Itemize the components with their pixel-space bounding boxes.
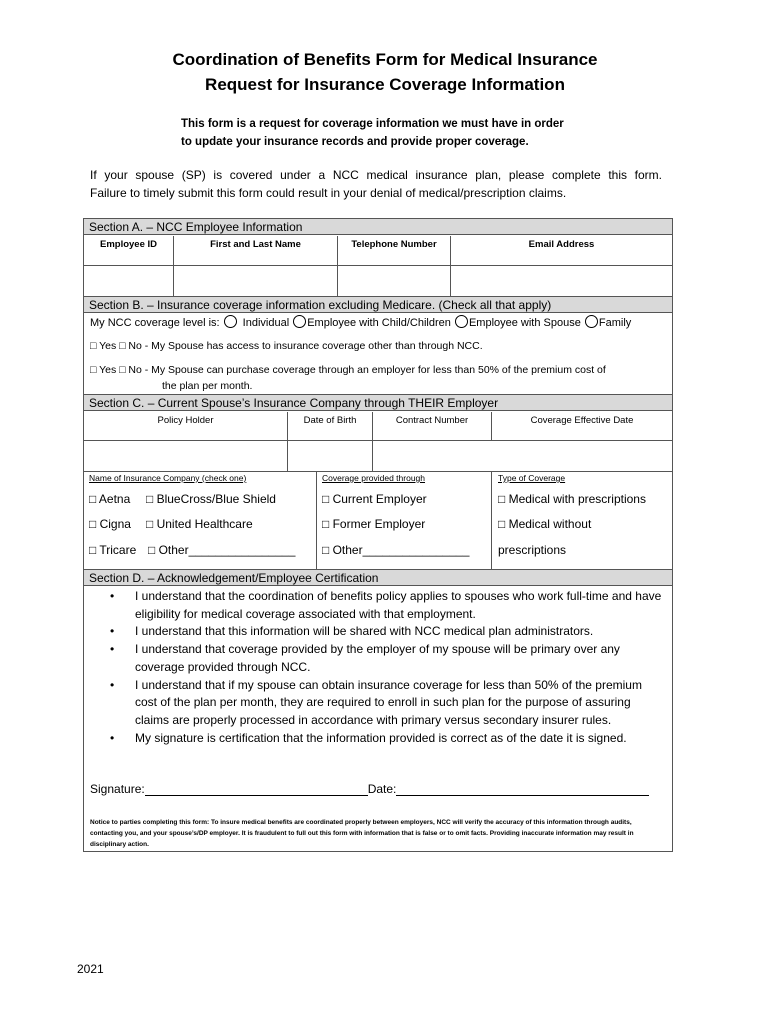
col-coverage-provided: Coverage provided through	[322, 473, 426, 483]
col-type-of-coverage: Type of Coverage	[498, 473, 566, 483]
company-bluecross[interactable]: □ BlueCross/Blue Shield	[146, 492, 276, 506]
intro-line-1: This form is a request for coverage information we must have in order	[181, 118, 564, 130]
header-telephone: Telephone Number	[351, 239, 437, 250]
company-aetna[interactable]: □ Aetna	[89, 492, 131, 506]
certification-item: • I understand that if my spouse can obtain insurance coverage for less than 50% of the premium cost of the plan per month, they are required to enroll in such plan for the purpose of assuring claims are properly processed in accordance with primary versus secondary insurer rules.	[110, 677, 665, 730]
header-policy-holder: Policy Holder	[157, 415, 214, 426]
certification-list	[110, 588, 665, 747]
col-insurance-company: Name of Insurance Company (check one)	[89, 473, 247, 483]
contract-field[interactable]	[373, 441, 672, 471]
option-individual: Individual	[242, 317, 290, 329]
name-field[interactable]	[174, 266, 337, 295]
dob-field[interactable]	[288, 441, 372, 471]
form-subtitle: Request for Insurance Coverage Information	[205, 75, 565, 94]
form-title: Coordination of Benefits Form for Medical Insurance	[172, 50, 598, 69]
coverage-label: My NCC coverage level is:	[90, 317, 220, 329]
certification-item: • I understand that coverage provided by the employer of my spouse will be primary over any coverage provided through NCC.	[110, 641, 665, 676]
option-employee-spouse: Employee with Spouse	[468, 317, 581, 329]
spouse-purchase-line-1: □ Yes □ No - My Spouse can purchase coverage through an employer for less than 50% of the premium cost of	[90, 364, 606, 376]
option-employee-child: Employee with Child/Children	[307, 317, 451, 329]
employee-id-field[interactable]	[84, 266, 173, 295]
telephone-field[interactable]	[338, 266, 450, 295]
section-d-title: Section D. – Acknowledgement/Employee Certification	[84, 569, 672, 586]
header-name: First and Last Name	[210, 239, 301, 250]
date-line[interactable]	[396, 783, 649, 796]
certification-item: • My signature is certification that the information provided is correct as of the date it is signed.	[110, 730, 665, 748]
section-a-title: Section A. – NCC Employee Information	[84, 218, 672, 235]
radio-employee-child[interactable]	[293, 315, 306, 328]
company-other[interactable]: □ Other________________	[148, 543, 296, 557]
instructions-line-2: Failure to timely submit this form could result in your denial of medical/prescription claims.	[90, 186, 567, 200]
signature-row	[90, 782, 649, 796]
company-tricare[interactable]: □ Tricare	[89, 543, 137, 557]
signature-label: Signature:	[90, 782, 145, 796]
header-effective-date: Coverage Effective Date	[530, 415, 634, 426]
company-united[interactable]: □ United Healthcare	[146, 517, 253, 531]
intro-line-2: to update your insurance records and provide proper coverage.	[181, 136, 529, 148]
instructions-line-1: If your spouse (SP) is covered under a NCC medical insurance plan, please complete this form.	[90, 168, 662, 182]
company-cigna[interactable]: □ Cigna	[89, 517, 131, 531]
header-employee-id: Employee ID	[99, 239, 158, 250]
radio-employee-spouse[interactable]	[455, 315, 468, 328]
section-c-table	[84, 412, 672, 472]
section-b-title: Section B. – Insurance coverage information excluding Medicare. (Check all that apply)	[84, 296, 672, 313]
radio-individual[interactable]	[224, 315, 237, 328]
policy-holder-field[interactable]	[84, 441, 287, 471]
spouse-access-question[interactable]: □ Yes □ No - My Spouse has access to insurance coverage other than through NCC.	[90, 340, 483, 352]
email-field[interactable]	[451, 266, 672, 295]
spouse-purchase-line-2: the plan per month.	[162, 380, 253, 392]
instructions	[90, 166, 662, 202]
certification-item: • I understand that this information will be shared with NCC medical plan administrators.	[110, 623, 665, 641]
type-medical-with[interactable]: □ Medical with prescriptions	[498, 492, 646, 506]
signature-line[interactable]	[145, 783, 368, 796]
date-label: Date:	[367, 782, 397, 796]
radio-family[interactable]	[585, 315, 598, 328]
header-contract: Contract Number	[395, 415, 469, 426]
header-email: Email Address	[528, 239, 595, 250]
section-c-title: Section C. – Current Spouse’s Insurance Company through THEIR Employer	[84, 394, 672, 411]
insurance-grid	[84, 472, 672, 569]
type-medical-without[interactable]: □ Medical without	[498, 517, 592, 531]
provided-current[interactable]: □ Current Employer	[322, 492, 427, 506]
provided-former[interactable]: □ Former Employer	[322, 517, 426, 531]
section-a-table	[84, 236, 672, 296]
intro-text	[181, 115, 601, 151]
type-medical-without-cont: prescriptions	[498, 543, 567, 557]
header-dob: Date of Birth	[303, 415, 357, 426]
certification-item: • I understand that the coordination of benefits policy applies to spouses who work full-time and have eligibility for medical coverage associated with that employment.	[110, 588, 665, 623]
notice-text: Notice to parties completing this form: To insure medical benefits are coordinated properly between employers, NCC will verify the accuracy of this information through audits, contacting you, and your spouse’s/DP employer. It is fraudulent to full out this form with information that is false or to omit facts. Providing inaccurate information may result in disciplinary action.	[90, 819, 634, 848]
footer-year: 2021	[77, 962, 104, 976]
spouse-purchase-question[interactable]	[90, 362, 606, 394]
coverage-level-row	[90, 315, 631, 329]
option-family: Family	[598, 317, 632, 329]
provided-other[interactable]: □ Other________________	[322, 543, 470, 557]
